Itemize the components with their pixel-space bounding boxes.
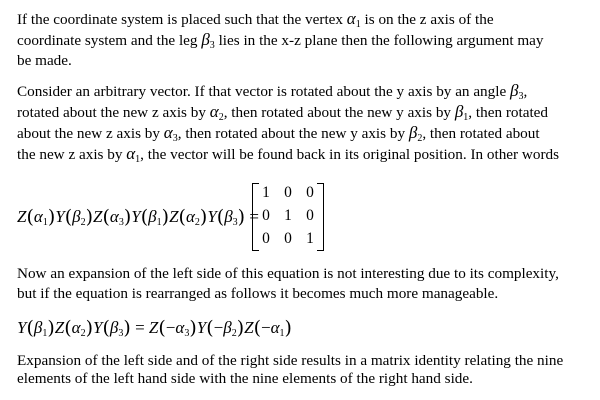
matrix-cell: 1: [284, 207, 292, 224]
paragraph-rotation-argument: Consider an arbitrary vector. If that vector is rotated about the y axis by an angle $\beta_3$, rotated about the new z axis by $\alpha_2$, then rotated about the new y axis by $\beta_1$, then rotated about the new z axis by $\alpha_3$, then rotated about the new y axis by $\beta_2$, then rotated about the new z axis by $\alpha_1$, the vector will be found back in its original position. In other words: [17, 81, 560, 165]
matrix-cell: 1: [262, 184, 270, 201]
matrix-cell: 0: [284, 230, 292, 247]
matrix-cell: 0: [262, 207, 270, 224]
beta-1-symbol: $\beta_1$: [454, 102, 469, 123]
paragraph-expansion: Expansion of the left side and of the right side results in a matrix identity relating the nine elements of the left hand side with the nine elements of the right hand side.: [17, 352, 564, 387]
beta-3-symbol: $\beta_3$: [510, 81, 524, 102]
matrix-cell: 0: [306, 184, 314, 201]
alpha-2-symbol: $\alpha_2$: [209, 102, 224, 123]
identity-matrix: [252, 182, 324, 250]
beta-3-symbol: $\beta_3$: [201, 30, 215, 51]
rearranged-equation: $Y(\beta_1)Z(\alpha_2)Y(\beta_3) = Z(-\alpha_3)Y(-\beta_2)Z(-\alpha_1)$: [17, 317, 292, 339]
paragraph-rearrangement: Now an expansion of the left side of this equation is not interesting due to its complexity, but if the equation is rearranged as follows it becomes much more manageable.: [17, 265, 559, 302]
matrix-cell: 0: [306, 207, 314, 224]
alpha-1-symbol: $\alpha_1$: [346, 9, 361, 30]
alpha-3-symbol: $\alpha_3$: [163, 123, 178, 144]
matrix-cell: 0: [262, 230, 270, 247]
alpha-1-symbol: $\alpha_1$: [126, 144, 141, 165]
beta-2-symbol: $\beta_2$: [408, 123, 423, 144]
paragraph-setup: If the coordinate system is placed such that the vertex $\alpha_1$ is on the z axis of the coordinate system and the leg $\beta_3$ lies in the x-z plane then the following argument may be made.: [17, 9, 544, 69]
rotation-product-equation: $Z(\alpha_1)Y(\beta_2)Z(\alpha_3)Y(\beta_1)Z(\alpha_2)Y(\beta_3)$ =: [17, 206, 259, 228]
matrix-cell: 0: [284, 184, 292, 201]
equals-sign: =: [249, 207, 259, 226]
matrix-cell: 1: [306, 230, 314, 247]
